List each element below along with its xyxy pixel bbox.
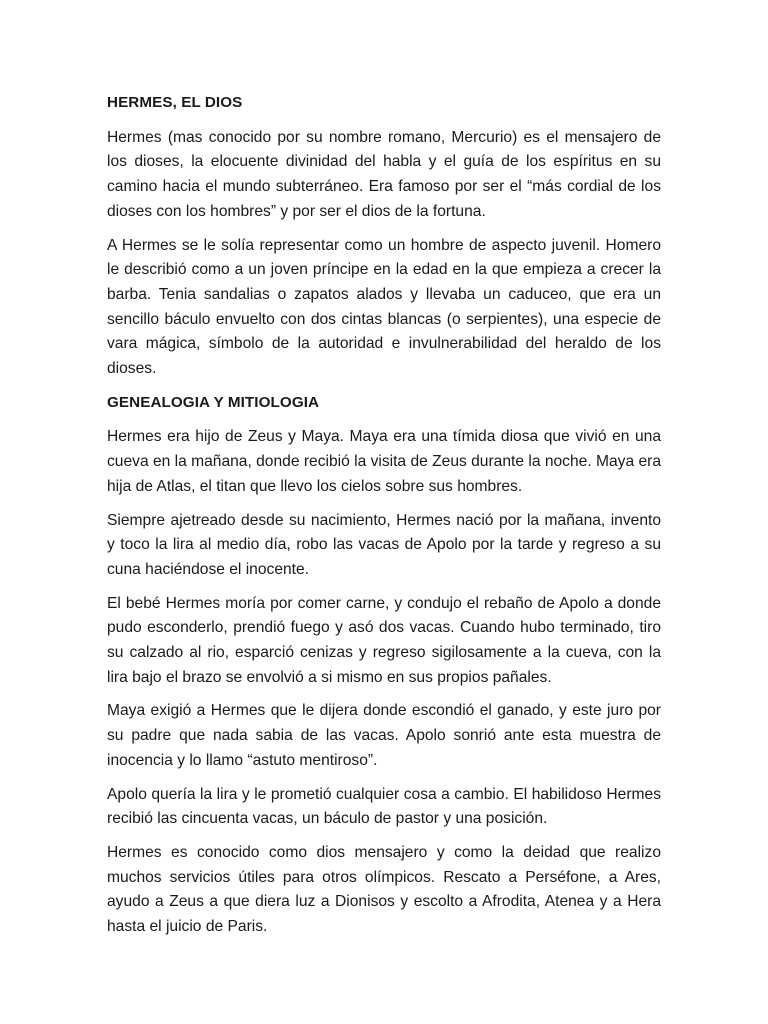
document-page [107,91,661,949]
paragraph-parents: Hermes era hijo de Zeus y Maya. Maya era una tímida diosa que vivió en una cueva en la mañana, donde recibió la visita de Zeus durante la noche. Maya era hija de Atlas, el titan que llevo los cielos sobre sus hombres. [107,428,661,495]
paragraph-lyre: Apolo quería la lira y le prometió cualquier cosa a cambio. El habilidoso Hermes recibió las cincuenta vacas, un báculo de pastor y una posición. [107,785,661,828]
paragraph-cattle: El bebé Hermes moría por comer carne, y condujo el rebaño de Apolo a donde pudo esconderlo, prendió fuego y asó dos vacas. Cuando hubo terminado, tiro su calzado al rio, esparció cenizas y regreso sigilosamente a la cueva, con la lira bajo el brazo se envolvió a si mismo en sus propios pañales. [107,594,661,686]
section-heading-hermes: HERMES, EL DIOS [107,94,243,111]
paragraph-appearance: A Hermes se le solía representar como un hombre de aspecto juvenil. Homero le describió como a un joven príncipe en la edad en la que empieza a crecer la barba. Tenia sandalias o zapatos alados y llevaba un caduceo, que era un sencillo báculo envuelto con dos cintas blancas (o serpientes), una especie de vara mágica, símbolo de la autoridad e invulnerabilidad del heraldo de los dioses. [107,236,661,378]
paragraph-oath: Maya exigió a Hermes que le dijera donde escondió el ganado, y este juro por su padre que nada sabia de las vacas. Apolo sonrió ante esta muestra de inocencia y lo llamo “astuto mentiroso”. [107,702,661,769]
paragraph-messenger: Hermes es conocido como dios mensajero y como la deidad que realizo muchos servicios útiles para otros olímpicos. Rescato a Perséfone, a Ares, ayudo a Zeus a que diera luz a Dionisos y escolto a Afrodita, Atenea y a Hera hasta el juicio de Paris. [107,843,661,936]
section-heading-genealogy: GENEALOGIA Y MITIOLOGIA [107,393,320,411]
paragraph-intro: Hermes (mas conocido por su nombre romano, Mercurio) es el mensajero de los dioses, la elocuente divinidad del habla y el guía de los espíritus en su camino hacia el mundo subterráneo. Era famoso por ser el “más cordial de los dioses con los hombres” y por ser el dios de la fortuna. [107,128,661,220]
paragraph-birth: Siempre ajetreado desde su nacimiento, Hermes nació por la mañana, invento y toco la lira al medio día, robo las vacas de Apolo por la tarde y regreso a su cuna haciéndose el inocente. [107,511,661,578]
